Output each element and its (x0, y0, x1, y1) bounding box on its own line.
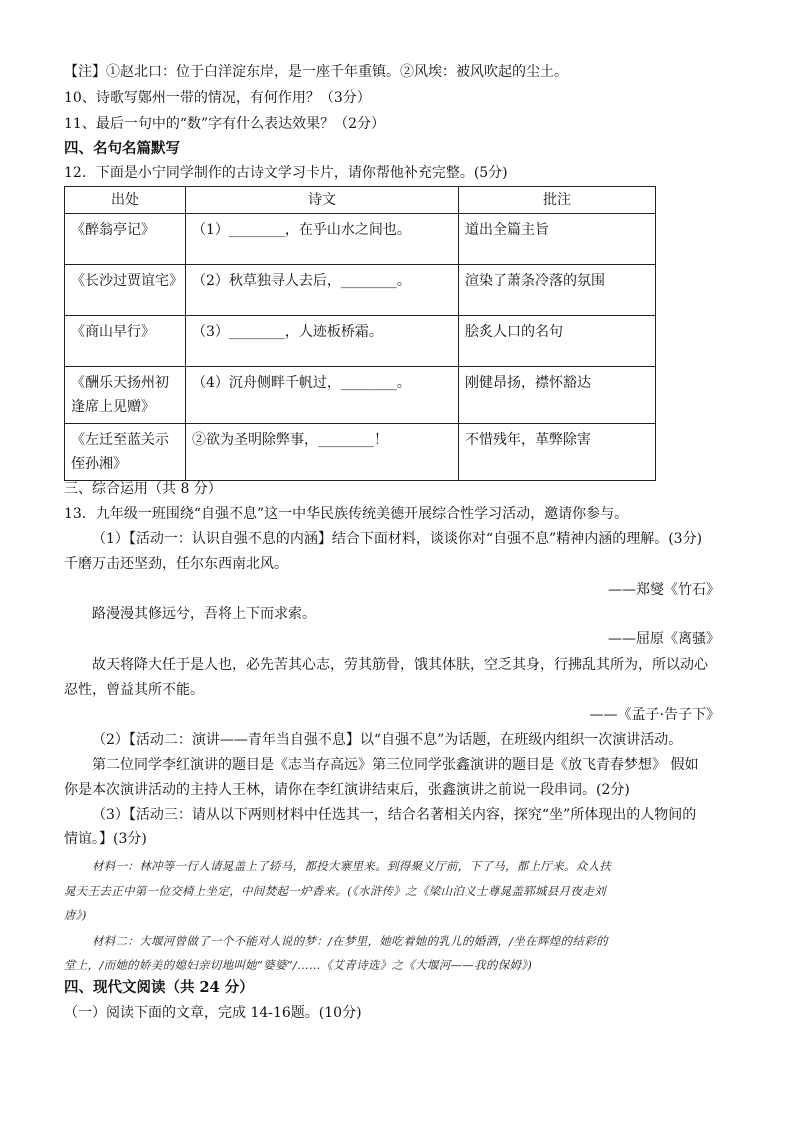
section-title-comprehensive: 三、综合运用（共 8 分） (64, 481, 222, 497)
cell-source: 《醉翁亭记》 (65, 214, 186, 265)
question-10: 10、诗歌写鄚州一带的情况，有何作用？（3分） (64, 90, 371, 106)
question-11: 11、最后一句中的“数”字有什么表达效果？（2分） (64, 116, 386, 132)
cell-source: 《长沙过贾谊宅》 (65, 265, 186, 316)
cell-note: 刚健昂扬，襟怀豁达 (459, 367, 656, 424)
table-row (65, 214, 656, 265)
cell-source: 《商山早行》 (65, 316, 186, 367)
cell-source-line-1: 《左迁至蓝关示 (71, 432, 169, 448)
activity-2-task: 第二位同学李红演讲的题目是《志当存高远》第三位同学张鑫演讲的题目是《放飞青春梦想》 假如 (92, 757, 699, 773)
cell-poem: （1）________，在乎山水之间也。 (186, 214, 459, 265)
header-note: 批注 (459, 187, 656, 214)
header-poem: 诗文 (186, 187, 459, 214)
section-title-recitation: 四、名句名篇默写 (64, 140, 180, 157)
activity-2-task-cont: 你是本次演讲活动的主持人王林，请你在李红演讲结束后，张鑫演讲之前说一段串词。(2分) (64, 782, 630, 798)
cell-source-line-1: 《酬乐天扬州初 (71, 375, 169, 391)
poem-annotation: 【注】①赵北口：位于白洋淀东岸，是一座千年重镇。②风埃：被风吹起的尘土。 (64, 64, 568, 80)
poetry-card-table (64, 186, 656, 481)
cell-poem: （2）秋草独寻人去后，________。 (186, 265, 459, 316)
material-2: 材料二：大堰河曾做了一个不能对人说的梦：/在梦里，她吃着她的乳儿的婚酒，/坐在辉煌的结彩的 (92, 934, 608, 948)
cell-poem: ②欲为圣明除弊事，________！ (186, 424, 459, 481)
material-2-cont: 堂上，/而她的娇美的媳妇亲切地叫她“婆婆”/……《艾青诗选》之《大堰河——我的保姆》) (64, 958, 533, 972)
activity-3: （3）【活动三：请从以下两则材料中任选其一，结合名著相关内容，探究“坐”所体现出的人物间的 (92, 807, 697, 823)
table-row (65, 424, 656, 481)
table-row (65, 265, 656, 316)
quote-1-source: ——郑燮《竹石》 (608, 582, 720, 598)
table-row (65, 316, 656, 367)
header-source: 出处 (65, 187, 186, 214)
quote-3-cont: 忍性，曾益其所不能。 (64, 682, 204, 698)
section-title-reading: 四、现代文阅读（共 24 分） (64, 979, 254, 996)
reading-intro: （一）阅读下面的文章，完成 14-16题。(10分) (64, 1005, 362, 1021)
material-1: 材料一：林冲等一行人请晁盖上了轿马，都投大寨里来。到得聚义厅前，下了马，都上厅来。众人扶 (92, 859, 612, 873)
cell-note: 渲染了萧条冷落的氛围 (459, 265, 656, 316)
cell-note: 道出全篇主旨 (459, 214, 656, 265)
activity-2: （2）【活动二：演讲——青年当自强不息】以“自强不息”为话题，在班级内组织一次演讲活动。 (92, 732, 683, 748)
activity-3-cont: 情谊。】(3分) (64, 831, 147, 847)
cell-source (65, 424, 186, 481)
cell-note: 脍炙人口的名句 (459, 316, 656, 367)
material-1-cont: 晁天王去正中第一位交椅上坐定，中间焚起一炉香来。(《水浒传》之《梁山泊义士尊晁盖郓城县月夜走刘 (64, 884, 606, 898)
cell-poem: （4）沉舟侧畔千帆过，________。 (186, 367, 459, 424)
cell-note: 不惜残年，革弊除害 (459, 424, 656, 481)
quote-1: 千磨万击还坚劲，任尔东西南北风。 (64, 556, 288, 572)
table-header-row (65, 187, 656, 214)
quote-3: 故天将降大任于是人也，必先苦其心志，劳其筋骨，饿其体肤，空乏其身，行拂乱其所为，所以动心 (92, 657, 708, 673)
cell-source-line-2: 侄孙湘》 (71, 456, 127, 472)
cell-source-line-2: 逢席上见赠》 (71, 399, 155, 415)
quote-2: 路漫漫其修远兮，吾将上下而求索。 (92, 606, 316, 622)
activity-1: （1）【活动一：认识自强不息的内涵】结合下面材料，谈谈你对“自强不息”精神内涵的理解。(3分) (92, 531, 703, 547)
question-12: 12．下面是小宁同学制作的古诗文学习卡片，请你帮他补充完整。(5分) (64, 165, 508, 181)
quote-3-source: ——《孟子·告子下》 (589, 707, 720, 723)
cell-source (65, 367, 186, 424)
cell-poem: （3）________，人迹板桥霜。 (186, 316, 459, 367)
quote-2-source: ——屈原《离骚》 (608, 631, 720, 647)
table-row (65, 367, 656, 424)
question-13-intro: 13．九年级一班围绕“自强不息”这一中华民族传统美德开展综合性学习活动，邀请你参与。 (64, 506, 629, 522)
material-1-end: 唐》) (64, 908, 87, 922)
